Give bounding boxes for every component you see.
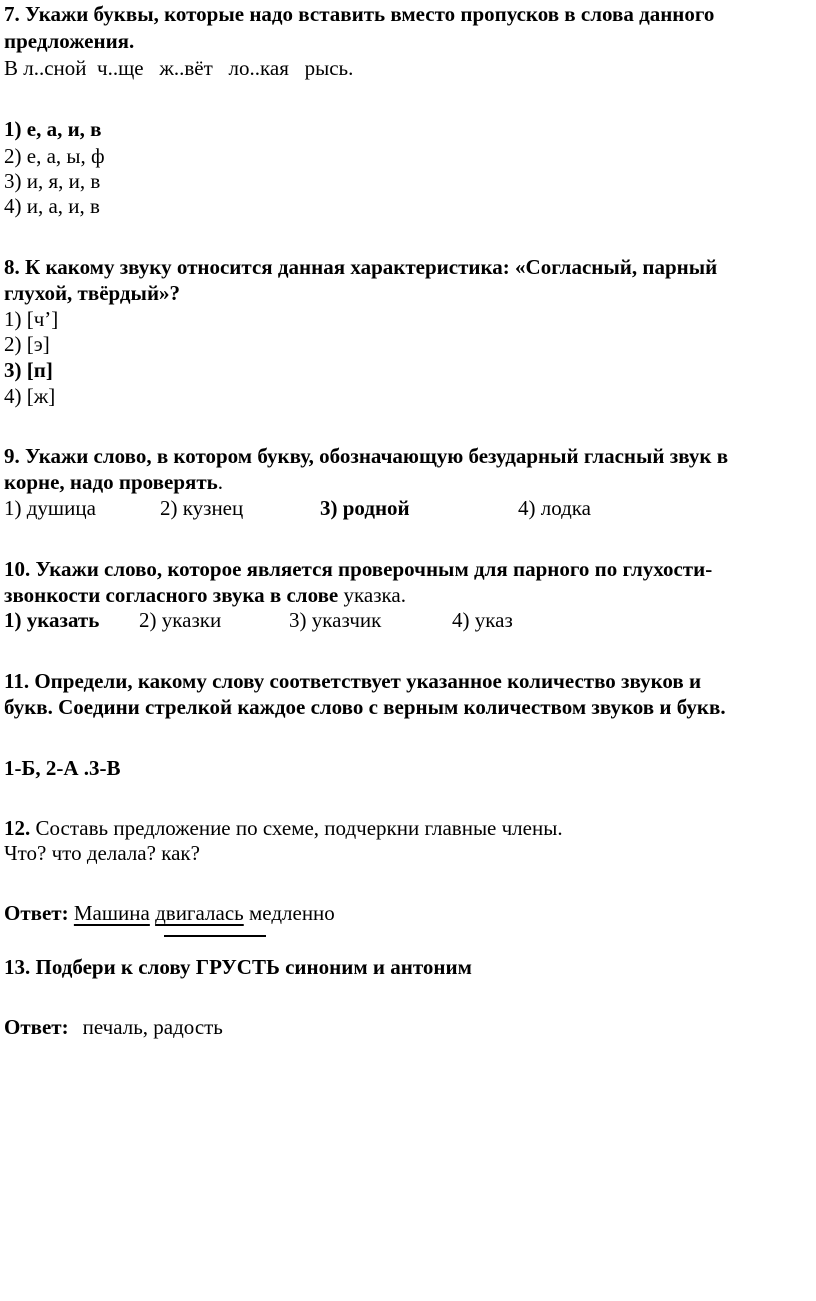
q10-word: указка. <box>338 583 406 607</box>
q13-answer: печаль, радость <box>82 1015 223 1039</box>
q10-title-line1: 10. Укажи слово, которое является проверочным для парного по глухости- <box>4 557 713 581</box>
q10-title-line2-text: звонкости согласного звука в слове <box>4 583 339 607</box>
q12-answer-label: Ответ: <box>4 901 69 925</box>
q10-option-1: 1) указать <box>4 608 100 632</box>
q8-option-4: 4) [ж] <box>4 384 56 408</box>
q10-option-4: 4) указ <box>452 608 513 632</box>
q8-option-3: 3) [п] <box>4 358 53 382</box>
q12-predicate-second-underline <box>164 935 266 937</box>
q13-title: 13. Подбери к слову ГРУСТЬ синоним и антоним <box>4 955 472 979</box>
q11-title-line1: 11. Определи, какому слову соответствует указанное количество звуков и <box>4 669 702 693</box>
q7-sentence: В л..сной ч..ще ж..вёт ло..кая рысь. <box>4 56 354 80</box>
q8-option-1: 1) [ч’] <box>4 307 59 331</box>
q7-title-line2: предложения. <box>4 29 135 53</box>
q12-title <box>4 815 563 841</box>
q8-title-line2: глухой, твёрдый»? <box>4 281 181 305</box>
q9-title-line2-text: корне, надо проверять <box>4 470 218 494</box>
q12-scheme: Что? что делала? как? <box>4 841 200 865</box>
q7-title-line1: 7. Укажи буквы, которые надо вставить вместо пропусков в слова данного <box>4 2 715 26</box>
q9-option-4: 4) лодка <box>518 496 592 520</box>
q12-adverb: медленно <box>243 901 335 925</box>
q9-option-3: 3) родной <box>320 496 410 520</box>
q9-title-end: . <box>217 470 224 494</box>
q7-option-4: 4) и, а, и, в <box>4 194 100 218</box>
q12-number: 12. <box>4 816 31 840</box>
q12-answer-line <box>4 900 335 926</box>
q8-title-line1: 8. К какому звуку относится данная характеристика: «Согласный, парный <box>4 255 718 279</box>
q7-option-3: 3) и, я, и, в <box>4 169 101 193</box>
q10-title-line2 <box>4 582 406 608</box>
q7-option-2: 2) е, а, ы, ф <box>4 144 105 168</box>
q7-option-1: 1) е, а, и, в <box>4 117 102 141</box>
q9-option-2: 2) кузнец <box>160 496 244 520</box>
q8-option-2: 2) [э] <box>4 332 50 356</box>
q9-option-1: 1) душица <box>4 496 96 520</box>
q11-title-line2: букв. Соедини стрелкой каждое слово с верным количеством звуков и букв. <box>4 695 726 719</box>
q11-answer: 1-Б, 2-А .3-В <box>4 756 121 780</box>
q13-answer-line <box>4 1014 223 1040</box>
q10-option-3: 3) указчик <box>289 608 382 632</box>
q9-title-line2 <box>4 469 223 495</box>
q13-answer-label: Ответ: <box>4 1015 69 1039</box>
q9-title-line1: 9. Укажи слово, в котором букву, обозначающую безударный гласный звук в <box>4 444 729 468</box>
q12-title-text: Составь предложение по схеме, подчеркни главные члены. <box>30 816 563 840</box>
q10-option-2: 2) указки <box>139 608 222 632</box>
q12-subject: Машина <box>73 901 150 925</box>
q12-predicate: двигалась <box>155 901 244 925</box>
